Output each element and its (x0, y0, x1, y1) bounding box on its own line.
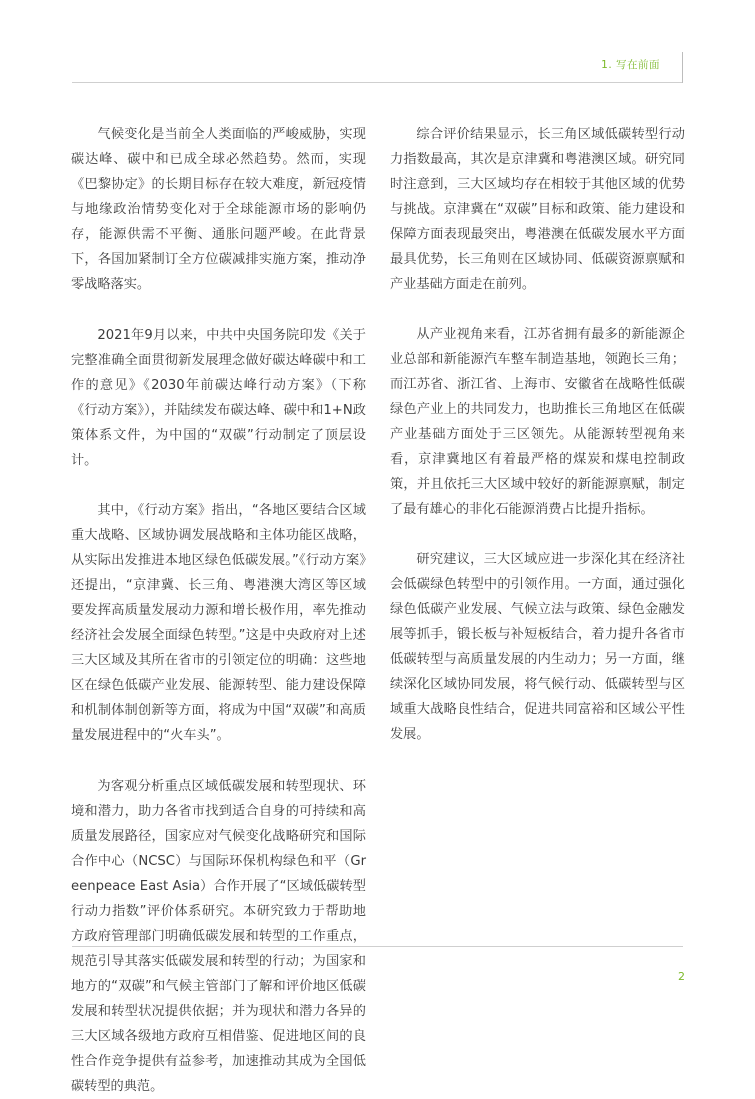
right-column (390, 122, 685, 747)
page-number: 2 (678, 970, 685, 983)
paragraph: 气候变化是当前全人类面临的严峻威胁，实现碳达峰、碳中和已成全球必然趋势。然而，实现《巴黎协定》的长期目标存在较大难度，新冠疫情与地缘政治情势变化对于全球能源市场的影响仍存，能源供需不平衡、通胀问题严峻。在此背景下，各国加紧制订全方位碳减排实施方案，推动净零战略落实。 (71, 127, 366, 292)
paragraph: 综合评价结果显示，长三角区域低碳转型行动力指数最高，其次是京津冀和粤港澳区域。研究同时注意到，三大区域均存在相较于其他区域的优势与挑战。京津冀在“双碳”目标和政策、能力建设和保障方面表现最突出，粤港澳在低碳发展水平方面最具优势，长三角则在区域协同、低碳资源禀赋和产业基础方面走在前列。 (390, 127, 685, 292)
header-vertical-rule (682, 52, 683, 83)
paragraph: 其中，《行动方案》指出，“各地区要结合区域重大战略、区域协调发展战略和主体功能区战略，从实际出发推进本地区绿色低碳发展。”《行动方案》还提出，“京津冀、长三角、粤港澳大湾区等区域要发挥高质量发展动力源和增长极作用，率先推动经济社会发展全面绿色转型。”这是中央政府对上述三大区域及其所在省市的引领定位的明确：这些地区在绿色低碳产业发展、能源转型、能力建设保障和机制体制创新等方面，将成为中国“双碳”和高质量发展进程中的“火车头”。 (71, 503, 366, 743)
paragraph: 为客观分析重点区域低碳发展和转型现状、环境和潜力，助力各省市找到适合自身的可持续和高质量发展路径，国家应对气候变化战略研究和国际合作中心（NCSC）与国际环保机构绿色和平（Greenpeace East Asia）合作开展了“区域低碳转型行动力指数”评价体系研究。本研究致力于帮助地方政府管理部门明确低碳发展和转型的工作重点，规范引导其落实低碳发展和转型的行动；为国家和地方的“双碳”和气候主管部门了解和评价地区低碳发展和转型状况提供依据；并为现状和潜力各异的三大区域各级地方政府互相借鉴、促进地区间的良性合作竞争提供有益参考，加速推动其成为全国低碳转型的典范。 (71, 778, 366, 1094)
header-divider (72, 82, 683, 83)
paragraph: 从产业视角来看，江苏省拥有最多的新能源企业总部和新能源汽车整车制造基地，领跑长三角；而江苏省、浙江省、上海市、安徽省在战略性低碳绿色产业上的共同发力，也助推长三角地区在低碳产业基础方面处于三区领先。从能源转型视角来看，京津冀地区有着最严格的煤炭和煤电控制政策，并且依托三大区域中较好的新能源禀赋，制定了最有雄心的非化石能源消费占比提升指标。 (390, 327, 685, 517)
section-label: 1. 写在前面 (601, 59, 660, 71)
left-column (71, 122, 366, 1099)
footer-divider (72, 946, 683, 947)
paragraph: 2021年9月以来，中共中央国务院印发《关于完整准确全面贯彻新发展理念做好碳达峰碳中和工作的意见》《2030年前碳达峰行动方案》（下称《行动方案》），并陆续发布碳达峰、碳中和1+N政策体系文件，为中国的“双碳”行动制定了顶层设计。 (71, 327, 366, 468)
paragraph: 研究建议，三大区域应进一步深化其在经济社会低碳绿色转型中的引领作用。一方面，通过强化绿色低碳产业发展、气候立法与政策、绿色金融发展等抓手，锻长板与补短板结合，着力提升各省市低碳转型与高质量发展的内生动力；另一方面，继续深化区域协同发展，将气候行动、低碳转型与区域重大战略良性结合，促进共同富裕和区域公平性发展。 (390, 552, 685, 742)
